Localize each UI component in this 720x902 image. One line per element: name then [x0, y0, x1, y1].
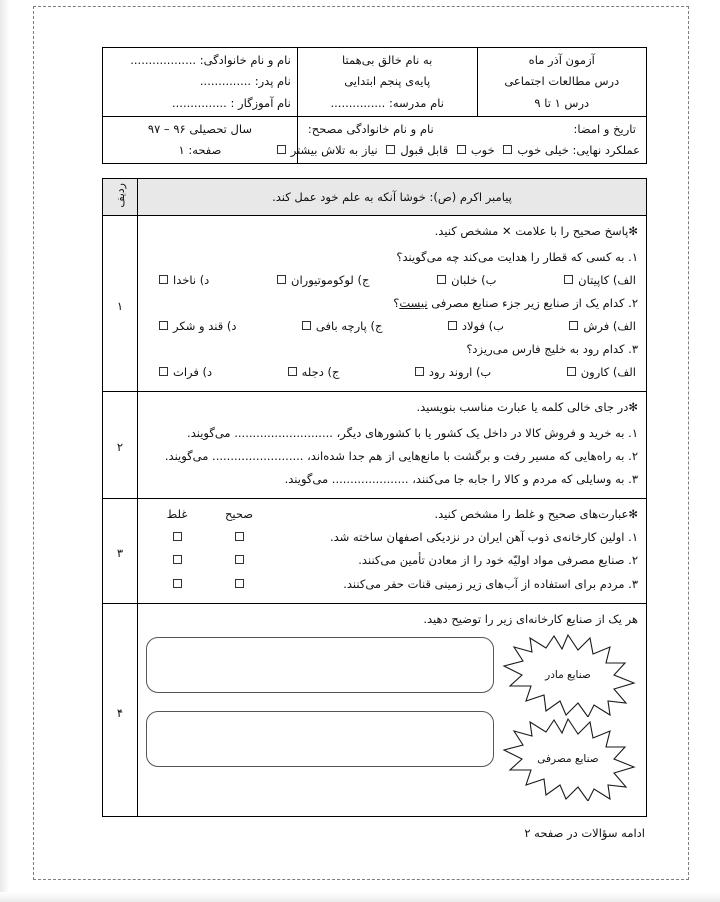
- section-4-cell: [138, 604, 647, 817]
- page-number: صفحه: ۱: [178, 143, 222, 158]
- option-c-label: ج) دجله: [301, 364, 340, 379]
- q1-2-options: [146, 315, 638, 338]
- table-row: [103, 498, 647, 604]
- academic-year: سال تحصیلی ۹۶ – ۹۷: [147, 121, 252, 136]
- continuation-note: ادامه سؤالات در صفحه ۲: [524, 826, 645, 841]
- q3-1-row: [146, 526, 638, 550]
- option-a-label: الف) کارون: [580, 364, 636, 379]
- q1-3-text: ۳. کدام رود به خلیج فارس می‌ریزد؟: [466, 341, 638, 356]
- section-1-number: ۱: [103, 216, 138, 392]
- option-b-label: ب) خلبان: [451, 272, 497, 287]
- section-4-answer-column: [146, 633, 494, 785]
- worksheet-content: [102, 47, 647, 840]
- performance-option-very-good: خیلی خوب: [517, 143, 569, 158]
- performance-line: [290, 140, 640, 161]
- option-a-label: الف) فرش: [583, 318, 636, 333]
- q3-1-false-cell[interactable]: [146, 526, 208, 550]
- option-c[interactable]: [272, 269, 369, 292]
- checkbox-icon[interactable]: [567, 367, 576, 376]
- q1-2-text: [146, 292, 638, 315]
- checkbox-icon[interactable]: [235, 532, 244, 541]
- q3-3-true-cell[interactable]: [208, 573, 270, 597]
- header-exam-meta-cell: [477, 48, 646, 117]
- worksheet-sheet: [33, 6, 689, 880]
- exam-header-table: [102, 47, 647, 164]
- q3-3-text: ۳. مردم برای استفاده از آب‌های زیر زمینی قنات حفر می‌کنند.: [343, 576, 638, 591]
- section-1-prompt: ✻پاسخ صحیح را با علامت ✕ مشخص کنید.: [434, 224, 638, 238]
- header-admin-row: [103, 116, 647, 164]
- option-d-label: د) ناخدا: [173, 272, 210, 287]
- section-2-prompt: ✻در جای خالی کلمه یا عبارت مناسب بنویسید.: [416, 399, 638, 414]
- header-center-cell: [297, 48, 477, 117]
- performance-option-needs-effort: نیاز به تلاش بیشتر: [290, 143, 378, 158]
- teacher-name-field[interactable]: نام آموزگار : ...............: [172, 95, 291, 110]
- checkbox-icon[interactable]: [277, 275, 286, 284]
- performance-label: عملکرد نهایی:: [572, 143, 640, 158]
- q3-2-row: [146, 549, 638, 573]
- checkbox-icon[interactable]: [277, 145, 286, 154]
- option-b[interactable]: [410, 361, 491, 384]
- option-d[interactable]: [154, 315, 236, 338]
- checkbox-icon[interactable]: [159, 275, 168, 284]
- q3-2-text: ۲. صنایع مصرفی مواد اولیّه خود را از معادن تأمین می‌کنند.: [358, 553, 638, 568]
- option-c[interactable]: [297, 315, 383, 338]
- header-info-row: [103, 48, 647, 117]
- section-4-prompt: هر یک از صنایع کارخانه‌ای زیر را توضیح دهید.: [423, 612, 638, 627]
- starburst-consumer-industries-label: صنایع مصرفی: [537, 753, 599, 766]
- q2-2-text[interactable]: ۲. به راه‌هایی که مسیر رفت و برگشت با مانع‌هایی از هم جدا شده‌اند، ......................... می‌گویند.: [164, 448, 638, 463]
- banner-cell: [138, 179, 647, 216]
- option-d-label: د) فرات: [173, 364, 213, 379]
- q1-2-text-after: ؟: [393, 295, 400, 310]
- section-3-prompt: ✻عبارت‌های صحیح و غلط را مشخص کنید.: [434, 506, 638, 521]
- grade-level: پایه‌ی پنجم ابتدایی: [344, 74, 431, 89]
- checkbox-icon[interactable]: [159, 367, 168, 376]
- q1-2-text-before: ۲. کدام یک از صنایع زیر جزء صنایع مصرفی: [427, 295, 638, 310]
- option-d[interactable]: [154, 269, 209, 292]
- checkbox-icon[interactable]: [564, 275, 573, 284]
- q3-1-true-cell[interactable]: [208, 526, 270, 550]
- section-3-header: [146, 504, 638, 526]
- date-signature-label: تاریخ و امضا:: [573, 121, 636, 136]
- option-a[interactable]: [562, 361, 636, 384]
- checkbox-icon[interactable]: [503, 145, 512, 154]
- checkbox-icon[interactable]: [288, 367, 297, 376]
- answer-box-consumer-industries[interactable]: [146, 711, 494, 767]
- checkbox-icon[interactable]: [159, 321, 168, 330]
- row-header-label: ردیف: [113, 183, 127, 208]
- checkbox-icon[interactable]: [415, 367, 424, 376]
- checkbox-icon[interactable]: [235, 555, 244, 564]
- option-c-label: ج) لوکوموتیوران: [291, 272, 370, 287]
- header-corrector-cell: [290, 116, 646, 164]
- performance-option-good: خوب: [470, 143, 495, 158]
- checkbox-icon[interactable]: [302, 321, 311, 330]
- answer-box-mother-industries[interactable]: [146, 637, 494, 693]
- option-b-label: ب) اروند رود: [428, 364, 492, 379]
- exam-subject: درس مطالعات اجتماعی: [504, 74, 620, 89]
- q3-2-false-cell[interactable]: [146, 549, 208, 573]
- checkbox-icon[interactable]: [457, 145, 466, 154]
- header-year-page-cell: [103, 116, 298, 164]
- option-a-label: الف) کاپیتان: [578, 272, 636, 287]
- checkbox-icon[interactable]: [235, 579, 244, 588]
- exam-lesson-range: درس ۱ تا ۹: [534, 95, 590, 110]
- q3-3-row: [146, 573, 638, 597]
- row-header-cell: [103, 179, 138, 216]
- column-false-label: غلط: [166, 506, 188, 521]
- student-fullname-field[interactable]: نام و نام خانوادگی: ..................: [130, 53, 291, 67]
- invocation-line: به نام خالق بی‌همتا: [342, 53, 433, 67]
- exam-name: آزمون آذر ماه: [528, 53, 595, 67]
- checkbox-icon[interactable]: [173, 579, 182, 588]
- checkbox-icon[interactable]: [173, 555, 182, 564]
- q2-3-text[interactable]: ۳. به وسایلی که مردم و کالا را جابه جا می‌کنند، ..................... می‌گویند.: [284, 471, 638, 486]
- section-3-cell: [138, 498, 647, 604]
- option-b-label: ب) فولاد: [461, 318, 504, 333]
- table-row: [103, 604, 647, 817]
- q1-1-options: [146, 269, 638, 292]
- starburst-mother-industries: [498, 633, 638, 717]
- section-2-number: ۲: [103, 391, 138, 498]
- option-c[interactable]: [283, 361, 340, 384]
- section-1-cell: [138, 216, 647, 392]
- starburst-consumer-industries: [498, 717, 638, 801]
- checkbox-icon[interactable]: [173, 532, 182, 541]
- option-b[interactable]: [432, 269, 496, 292]
- option-a[interactable]: [559, 269, 636, 292]
- questions-table: [102, 178, 647, 817]
- performance-option-acceptable: قابل قبول: [400, 143, 449, 158]
- section-4-body: [146, 633, 638, 809]
- table-row: [103, 391, 647, 498]
- section-4-number: ۴: [103, 604, 138, 817]
- checkbox-icon[interactable]: [569, 321, 578, 330]
- q1-1-text: ۱. به کسی که قطار را هدایت می‌کند چه می‌گویند؟: [396, 249, 638, 264]
- option-b[interactable]: [443, 315, 504, 338]
- q3-2-true-cell[interactable]: [208, 549, 270, 573]
- checkbox-icon[interactable]: [448, 321, 457, 330]
- checkbox-icon[interactable]: [386, 145, 395, 154]
- column-true-label: صحیح: [224, 506, 254, 521]
- section-4-star-column: [498, 633, 638, 801]
- corrector-line: [304, 119, 640, 140]
- page-edge-shadow-bottom: [0, 892, 720, 902]
- page-edge-shadow-left: [0, 0, 10, 902]
- section-3-number: ۳: [103, 498, 138, 604]
- section-2-cell: [138, 391, 647, 498]
- option-c-label: ج) پارچه بافی: [315, 318, 383, 333]
- q2-1-text[interactable]: ۱. به خرید و فروش کالا در داخل یک کشور یا با کشورهای دیگر، ........................... می‌گویند.: [187, 425, 638, 440]
- father-name-field[interactable]: نام پدر: ..............: [199, 74, 291, 89]
- corrector-label: نام و نام خانوادگی مصحح:: [307, 121, 434, 136]
- q3-3-false-cell[interactable]: [146, 573, 208, 597]
- option-a[interactable]: [564, 315, 636, 338]
- q1-3-options: [146, 361, 638, 384]
- q3-1-text: ۱. اولین کارخانه‌ی ذوب آهن ایران در نزدیکی اصفهان ساخته شد.: [329, 529, 638, 544]
- q1-2-text-underline: نیست: [399, 295, 428, 310]
- checkbox-icon[interactable]: [437, 275, 446, 284]
- hadith-banner: پیامبر اکرم (ص): خوشا آنکه به علم خود عمل کند.: [272, 190, 512, 205]
- starburst-mother-industries-label: صنایع مادر: [545, 669, 591, 682]
- table-banner-row: [103, 179, 647, 216]
- header-student-cell: [103, 48, 298, 117]
- table-row: [103, 216, 647, 392]
- school-name-field[interactable]: نام مدرسه: ...............: [330, 95, 444, 110]
- option-d-label: د) قند و شکر: [173, 318, 237, 333]
- option-d[interactable]: [154, 361, 212, 384]
